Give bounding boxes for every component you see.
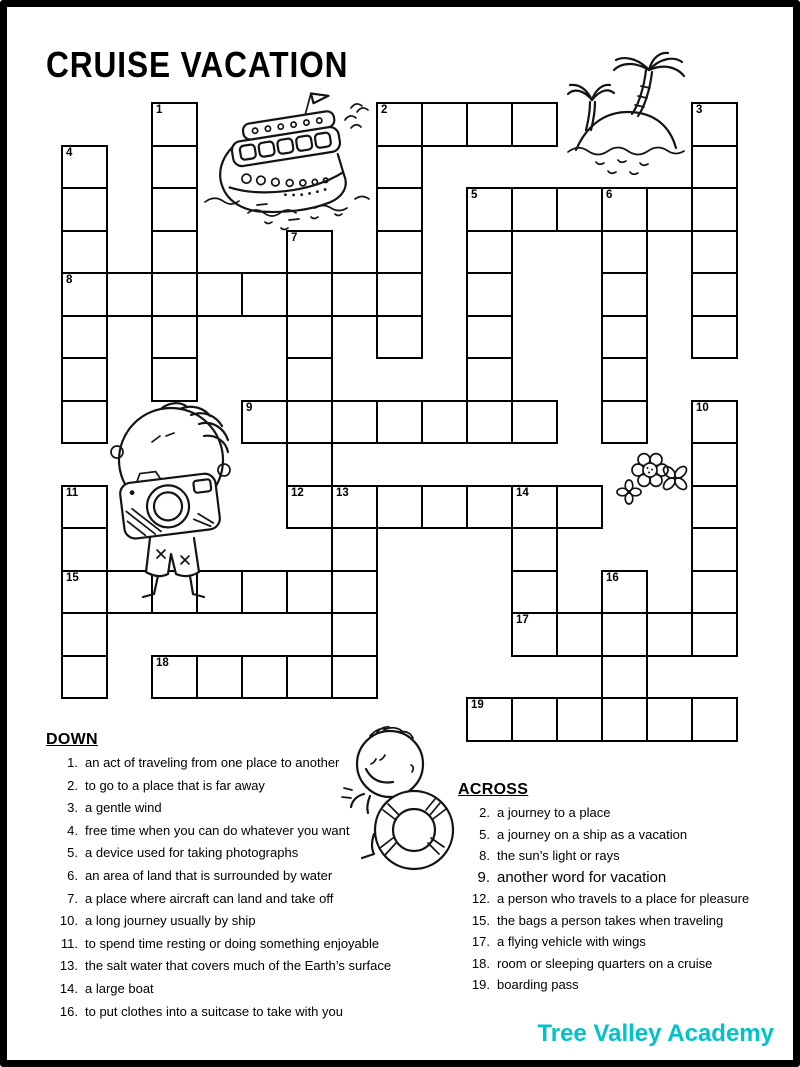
cell-number: 13 bbox=[336, 486, 349, 499]
clue-item bbox=[46, 892, 448, 907]
cruise-ship-illustration bbox=[193, 96, 398, 231]
clue-number: 9. bbox=[477, 868, 490, 886]
grid-cell[interactable] bbox=[691, 102, 738, 147]
grid-cell[interactable] bbox=[61, 357, 108, 402]
clue-item bbox=[458, 935, 794, 950]
grid-cell[interactable] bbox=[331, 655, 378, 700]
clue-item bbox=[458, 892, 794, 907]
cell-number: 19 bbox=[471, 699, 484, 711]
grid-cell[interactable] bbox=[691, 315, 738, 360]
grid-cell[interactable] bbox=[61, 655, 108, 700]
clue-number: 15. bbox=[471, 912, 490, 928]
grid-cell[interactable] bbox=[601, 400, 648, 445]
grid-cell[interactable] bbox=[331, 612, 378, 657]
cell-number: 8 bbox=[66, 274, 73, 286]
grid-cell[interactable] bbox=[331, 485, 378, 530]
grid-cell[interactable] bbox=[646, 612, 693, 657]
clue-number: 3. bbox=[67, 800, 78, 816]
grid-cell[interactable] bbox=[466, 485, 513, 530]
across-clues-section bbox=[458, 781, 794, 1000]
grid-cell[interactable] bbox=[151, 230, 198, 275]
grid-cell[interactable] bbox=[466, 102, 513, 147]
clue-number: 18. bbox=[471, 955, 490, 971]
grid-cell[interactable] bbox=[691, 187, 738, 232]
clue-number: 12. bbox=[471, 891, 490, 906]
camera-kid-illustration bbox=[96, 396, 251, 606]
grid-cell[interactable] bbox=[466, 272, 513, 317]
grid-cell[interactable] bbox=[331, 527, 378, 572]
clue-number: 14. bbox=[59, 980, 78, 996]
clue-text: a place where aircraft can land and take off bbox=[85, 890, 334, 906]
cell-number: 5 bbox=[471, 189, 478, 201]
clue-text: room or sleeping quarters on a cruise bbox=[497, 955, 713, 971]
clue-item bbox=[46, 869, 448, 884]
clue-number: 5. bbox=[479, 826, 490, 842]
grid-cell[interactable] bbox=[331, 570, 378, 615]
clue-text: a journey to a place bbox=[497, 805, 611, 820]
clue-text: the sun’s light or rays bbox=[497, 848, 620, 863]
flowers-illustration bbox=[612, 448, 684, 506]
grid-cell[interactable] bbox=[511, 527, 558, 572]
across-clues-list bbox=[458, 806, 794, 993]
grid-cell[interactable] bbox=[151, 187, 198, 232]
cell-number: 10 bbox=[696, 401, 709, 414]
clue-number: 8. bbox=[479, 848, 490, 863]
grid-cell[interactable] bbox=[511, 102, 558, 147]
grid-cell[interactable] bbox=[151, 357, 198, 402]
clue-item bbox=[458, 806, 794, 821]
clue-text: an area of land that is surrounded by water bbox=[85, 867, 333, 883]
clue-text: a large boat bbox=[85, 980, 154, 996]
clue-number: 16. bbox=[59, 1003, 78, 1019]
across-heading: ACROSS bbox=[458, 781, 529, 798]
grid-cell[interactable] bbox=[556, 612, 603, 657]
grid-cell[interactable] bbox=[691, 145, 738, 190]
grid-cell[interactable] bbox=[61, 230, 108, 275]
clue-text: an act of traveling from one place to another bbox=[85, 755, 340, 770]
grid-cell[interactable] bbox=[61, 315, 108, 360]
cell-number: 7 bbox=[291, 231, 298, 244]
grid-cell[interactable] bbox=[601, 612, 648, 657]
grid-cell[interactable] bbox=[196, 272, 243, 317]
grid-cell[interactable] bbox=[511, 612, 558, 657]
grid-cell[interactable] bbox=[286, 315, 333, 360]
clue-text: a device used for taking photographs bbox=[85, 845, 299, 861]
grid-cell[interactable] bbox=[151, 315, 198, 360]
grid-cell[interactable] bbox=[646, 187, 693, 232]
cell-number: 14 bbox=[516, 486, 529, 499]
down-heading: DOWN bbox=[46, 731, 98, 748]
grid-cell[interactable] bbox=[511, 570, 558, 615]
grid-cell[interactable] bbox=[151, 655, 198, 700]
grid-cell[interactable] bbox=[466, 400, 513, 445]
clue-text: a journey on a ship as a vacation bbox=[497, 826, 688, 842]
grid-cell[interactable] bbox=[691, 400, 738, 445]
grid-cell[interactable] bbox=[376, 400, 423, 445]
clue-text: a long journey usually by ship bbox=[85, 913, 256, 929]
grid-cell[interactable] bbox=[601, 697, 648, 742]
clue-item bbox=[46, 959, 448, 974]
grid-cell[interactable] bbox=[691, 697, 738, 742]
cell-number: 2 bbox=[381, 104, 388, 116]
clue-item bbox=[46, 1005, 448, 1020]
brand-logo-text: Tree Valley Academy bbox=[537, 1020, 774, 1047]
clue-text: the salt water that covers much of the Earth’s surface bbox=[85, 958, 392, 974]
clue-item bbox=[458, 849, 794, 864]
grid-cell[interactable] bbox=[691, 612, 738, 657]
grid-cell[interactable] bbox=[421, 485, 468, 530]
grid-cell[interactable] bbox=[466, 230, 513, 275]
grid-cell[interactable] bbox=[286, 570, 333, 615]
grid-cell[interactable] bbox=[241, 655, 288, 700]
cell-number: 6 bbox=[606, 189, 613, 201]
clue-item bbox=[458, 828, 794, 843]
clue-text: the bags a person takes when traveling bbox=[497, 912, 724, 928]
worksheet-title: CRUISE VACATION bbox=[46, 44, 349, 85]
clue-item bbox=[46, 982, 448, 997]
cell-number: 15 bbox=[66, 571, 79, 584]
clue-text: a person who travels to a place for pleasure bbox=[497, 891, 750, 906]
grid-cell[interactable] bbox=[691, 442, 738, 487]
cell-number: 16 bbox=[606, 571, 619, 584]
clue-text: to put clothes into a suitcase to take with you bbox=[85, 1003, 343, 1019]
grid-cell[interactable] bbox=[331, 400, 378, 445]
clue-item bbox=[46, 756, 448, 771]
grid-cell[interactable] bbox=[286, 357, 333, 402]
grid-cell[interactable] bbox=[421, 102, 468, 147]
grid-cell[interactable] bbox=[376, 145, 423, 190]
grid-cell[interactable] bbox=[376, 272, 423, 317]
grid-cell[interactable] bbox=[601, 655, 648, 700]
grid-cell[interactable] bbox=[466, 697, 513, 742]
clue-item bbox=[46, 937, 448, 952]
grid-cell[interactable] bbox=[601, 315, 648, 360]
grid-cell[interactable] bbox=[691, 485, 738, 530]
clue-item bbox=[458, 957, 794, 972]
grid-cell[interactable] bbox=[286, 272, 333, 317]
grid-cell[interactable] bbox=[286, 400, 333, 445]
grid-cell[interactable] bbox=[556, 485, 603, 530]
clue-number: 4. bbox=[67, 822, 78, 838]
clue-number: 11. bbox=[60, 935, 78, 951]
clue-item bbox=[46, 801, 448, 816]
clue-number: 1. bbox=[67, 755, 78, 770]
cell-number: 9 bbox=[246, 401, 253, 414]
clue-item bbox=[46, 824, 448, 839]
clue-number: 7. bbox=[67, 890, 78, 906]
grid-cell[interactable] bbox=[61, 187, 108, 232]
grid-cell[interactable] bbox=[376, 230, 423, 275]
cell-number: 1 bbox=[156, 104, 163, 116]
cell-number: 3 bbox=[696, 104, 703, 116]
grid-cell[interactable] bbox=[61, 145, 108, 190]
grid-cell[interactable] bbox=[241, 272, 288, 317]
clue-number: 17. bbox=[471, 934, 490, 949]
down-clues-section bbox=[46, 731, 448, 1027]
clue-number: 2. bbox=[67, 777, 78, 793]
grid-cell[interactable] bbox=[691, 230, 738, 275]
grid-cell[interactable] bbox=[601, 272, 648, 317]
clue-number: 19. bbox=[471, 977, 490, 992]
cell-number: 17 bbox=[516, 614, 529, 626]
clue-text: to go to a place that is far away bbox=[85, 777, 265, 793]
grid-cell[interactable] bbox=[511, 697, 558, 742]
clue-item bbox=[46, 779, 448, 794]
clue-item bbox=[46, 846, 448, 861]
clue-item bbox=[458, 978, 794, 993]
grid-cell[interactable] bbox=[376, 315, 423, 360]
clue-item bbox=[458, 868, 794, 886]
grid-cell[interactable] bbox=[691, 272, 738, 317]
clue-number: 6. bbox=[67, 867, 78, 883]
cell-number: 12 bbox=[291, 486, 304, 499]
grid-cell[interactable] bbox=[511, 400, 558, 445]
clue-number: 2. bbox=[479, 805, 490, 820]
grid-cell[interactable] bbox=[376, 102, 423, 147]
grid-cell[interactable] bbox=[196, 655, 243, 700]
grid-cell[interactable] bbox=[376, 187, 423, 232]
clue-text: another word for vacation bbox=[497, 868, 667, 886]
grid-cell[interactable] bbox=[601, 187, 648, 232]
palm-island-illustration bbox=[560, 50, 695, 180]
grid-cell[interactable] bbox=[151, 145, 198, 190]
clue-number: 13. bbox=[59, 958, 78, 974]
grid-cell[interactable] bbox=[331, 272, 378, 317]
grid-cell[interactable] bbox=[286, 230, 333, 275]
grid-cell[interactable] bbox=[511, 485, 558, 530]
clue-item bbox=[46, 914, 448, 929]
grid-cell[interactable] bbox=[601, 570, 648, 615]
grid-cell[interactable] bbox=[691, 570, 738, 615]
grid-cell[interactable] bbox=[691, 527, 738, 572]
clue-number: 5. bbox=[67, 845, 78, 861]
grid-cell[interactable] bbox=[556, 697, 603, 742]
cell-number: 18 bbox=[156, 656, 169, 669]
grid-cell[interactable] bbox=[151, 272, 198, 317]
grid-cell[interactable] bbox=[106, 272, 153, 317]
clue-number: 10. bbox=[59, 913, 78, 929]
grid-cell[interactable] bbox=[466, 315, 513, 360]
grid-cell[interactable] bbox=[466, 187, 513, 232]
cell-number: 4 bbox=[66, 146, 73, 159]
grid-cell[interactable] bbox=[376, 485, 423, 530]
grid-cell[interactable] bbox=[151, 102, 198, 147]
grid-cell[interactable] bbox=[286, 442, 333, 487]
grid-cell[interactable] bbox=[601, 230, 648, 275]
down-clues-list bbox=[46, 756, 448, 1019]
clue-text: to spend time resting or doing something enjoyable bbox=[85, 935, 380, 951]
clue-text: boarding pass bbox=[497, 977, 579, 992]
clue-item bbox=[458, 914, 794, 929]
clue-text: a gentle wind bbox=[85, 800, 162, 816]
grid-cell[interactable] bbox=[556, 187, 603, 232]
grid-cell[interactable] bbox=[286, 655, 333, 700]
grid-cell[interactable] bbox=[421, 400, 468, 445]
clue-text: a flying vehicle with wings bbox=[497, 934, 646, 949]
grid-cell[interactable] bbox=[286, 485, 333, 530]
grid-cell[interactable] bbox=[61, 272, 108, 317]
grid-cell[interactable] bbox=[511, 187, 558, 232]
grid-cell[interactable] bbox=[466, 357, 513, 402]
clue-text: free time when you can do whatever you want bbox=[85, 822, 350, 838]
grid-cell[interactable] bbox=[646, 697, 693, 742]
cell-number: 11 bbox=[66, 486, 79, 499]
grid-cell[interactable] bbox=[601, 357, 648, 402]
grid-cell[interactable] bbox=[61, 612, 108, 657]
